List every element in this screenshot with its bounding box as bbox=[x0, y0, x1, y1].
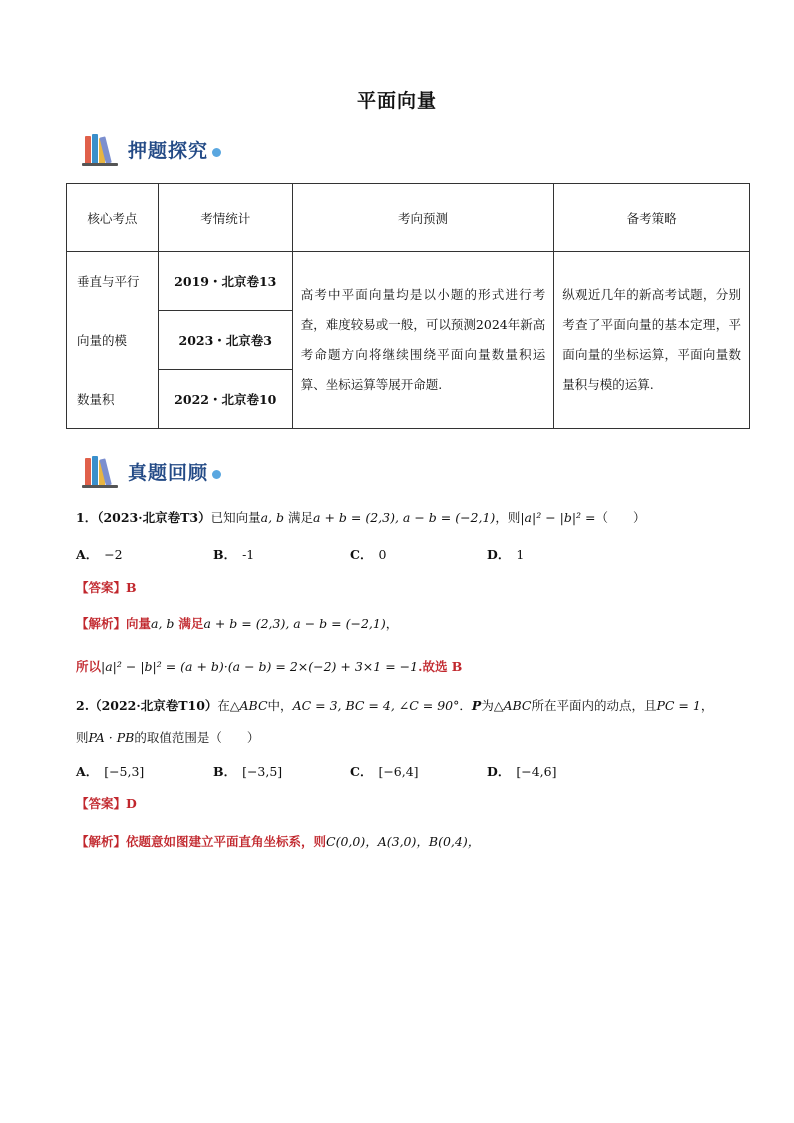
section-header-explore bbox=[82, 132, 221, 166]
math-condition: AC = 3, BC = 4, ∠C = 90° bbox=[292, 698, 460, 713]
stem-text: ， bbox=[700, 698, 714, 713]
table-header: 考情统计 bbox=[158, 184, 292, 252]
option-b: B． [−3,5] bbox=[213, 764, 283, 779]
exam-analysis-table bbox=[66, 183, 750, 429]
answer-value: B bbox=[126, 580, 137, 595]
stat-cell: 2022・北京卷10 bbox=[158, 370, 292, 429]
question-2-stem bbox=[76, 696, 713, 714]
table-header: 核心考点 bbox=[67, 184, 159, 252]
answer-paren: （ ） bbox=[595, 510, 646, 525]
section-title-review: 真题回顾 bbox=[128, 461, 209, 484]
dot-icon bbox=[212, 148, 221, 157]
analysis-tag: 【解析】 bbox=[76, 616, 127, 631]
question-2-answer bbox=[76, 794, 137, 812]
prediction-cell: 高考中平面向量均是以小题的形式进行考查，难度较易或一般，可以预测2024年新高考命题方向将继续围绕平面向量数量积运算、坐标运算等展开命题. bbox=[292, 252, 554, 429]
option-c: C． 0 bbox=[350, 547, 387, 562]
option-b: B． -1 bbox=[213, 547, 255, 562]
math-derivation: |a|² − |b|² = (a + b)·(a − b) = 2×(−2) + 3×1 = −1 bbox=[101, 659, 419, 674]
stem-text: 中， bbox=[267, 698, 293, 713]
question-1-analysis bbox=[76, 614, 398, 632]
stem-text: 的取值范围是（ ） bbox=[134, 730, 260, 745]
strategy-cell: 纵观近几年的新高考试题，分别考查了平面向量的基本定理，平面向量的坐标运算，平面向量数量积与模的运算. bbox=[554, 252, 750, 429]
question-2-stem-line2 bbox=[76, 728, 259, 746]
question-2-options bbox=[76, 762, 624, 780]
question-1-answer bbox=[76, 578, 137, 596]
stem-text: 满足 bbox=[288, 510, 314, 525]
conclusion-prefix: 所以 bbox=[76, 659, 102, 674]
analysis-tag: 【解析】 bbox=[76, 834, 127, 849]
stem-text: 所在平面内的动点，且 bbox=[531, 698, 657, 713]
table-header-row bbox=[67, 184, 750, 252]
table-header: 考向预测 bbox=[292, 184, 554, 252]
core-point: 数量积 bbox=[67, 370, 159, 429]
option-a: A． −2 bbox=[76, 547, 123, 562]
stem-text: 为 bbox=[481, 698, 494, 713]
option-a: A． [−5,3] bbox=[76, 764, 145, 779]
stat-cell: 2019・北京卷13 bbox=[158, 252, 292, 311]
answer-value: D bbox=[126, 796, 137, 811]
math-expression: |a|² − |b|² = bbox=[520, 510, 596, 525]
analysis-text: 满足 bbox=[178, 616, 204, 631]
answer-tag: 【答案】 bbox=[76, 580, 127, 595]
question-number: 1． bbox=[76, 510, 98, 525]
question-1-conclusion bbox=[76, 657, 462, 675]
books-icon bbox=[82, 454, 122, 488]
option-d: D． 1 bbox=[487, 547, 525, 562]
analysis-text: 依题意如图建立平面直角坐标系，则 bbox=[126, 834, 327, 849]
math-triangle: △ABC bbox=[493, 698, 532, 713]
answer-tag: 【答案】 bbox=[76, 796, 127, 811]
option-c: C． [−6,4] bbox=[350, 764, 419, 779]
math-dot-product: PA · PB bbox=[88, 730, 135, 745]
option-d: D． [−4,6] bbox=[487, 764, 557, 779]
question-source: （2023·北京卷T3） bbox=[97, 510, 211, 525]
math-triangle: △ABC bbox=[229, 698, 268, 713]
math-point: P bbox=[471, 698, 482, 713]
question-source: （2022·北京卷T10） bbox=[89, 698, 218, 713]
stat-cell: 2023・北京卷3 bbox=[158, 311, 292, 370]
stem-text: ． bbox=[459, 698, 472, 713]
table-row bbox=[67, 252, 750, 311]
question-number: 2. bbox=[76, 698, 90, 713]
analysis-text: ， bbox=[385, 616, 399, 631]
table-header: 备考策略 bbox=[554, 184, 750, 252]
page-title: 平面向量 bbox=[356, 90, 437, 112]
math-points: C(0,0)，A(3,0)，B(0,4)， bbox=[326, 834, 481, 849]
analysis-text: 向量 bbox=[126, 616, 152, 631]
math-vectors: a, b bbox=[151, 616, 175, 631]
math-vectors: a, b bbox=[260, 510, 285, 525]
section-header-review bbox=[82, 454, 221, 488]
stem-text: 则 bbox=[76, 730, 89, 745]
math-condition: a + b = (2,3), a − b = (−2,1) bbox=[313, 510, 496, 525]
books-icon bbox=[82, 132, 122, 166]
question-1-options bbox=[76, 545, 624, 563]
dot-icon bbox=[212, 470, 221, 479]
stem-text: ，则 bbox=[495, 510, 521, 525]
math-condition: a + b = (2,3), a − b = (−2,1) bbox=[203, 616, 386, 631]
question-2-analysis bbox=[76, 832, 480, 850]
math-condition: PC = 1 bbox=[656, 698, 701, 713]
section-title-explore: 押题探究 bbox=[128, 139, 209, 162]
core-point: 向量的模 bbox=[67, 311, 159, 370]
question-1-stem bbox=[76, 508, 646, 526]
stem-text: 已知向量 bbox=[210, 510, 261, 525]
stem-text: 在 bbox=[217, 698, 230, 713]
core-point: 垂直与平行 bbox=[67, 252, 159, 311]
conclusion-end: .故选 B bbox=[418, 659, 463, 674]
